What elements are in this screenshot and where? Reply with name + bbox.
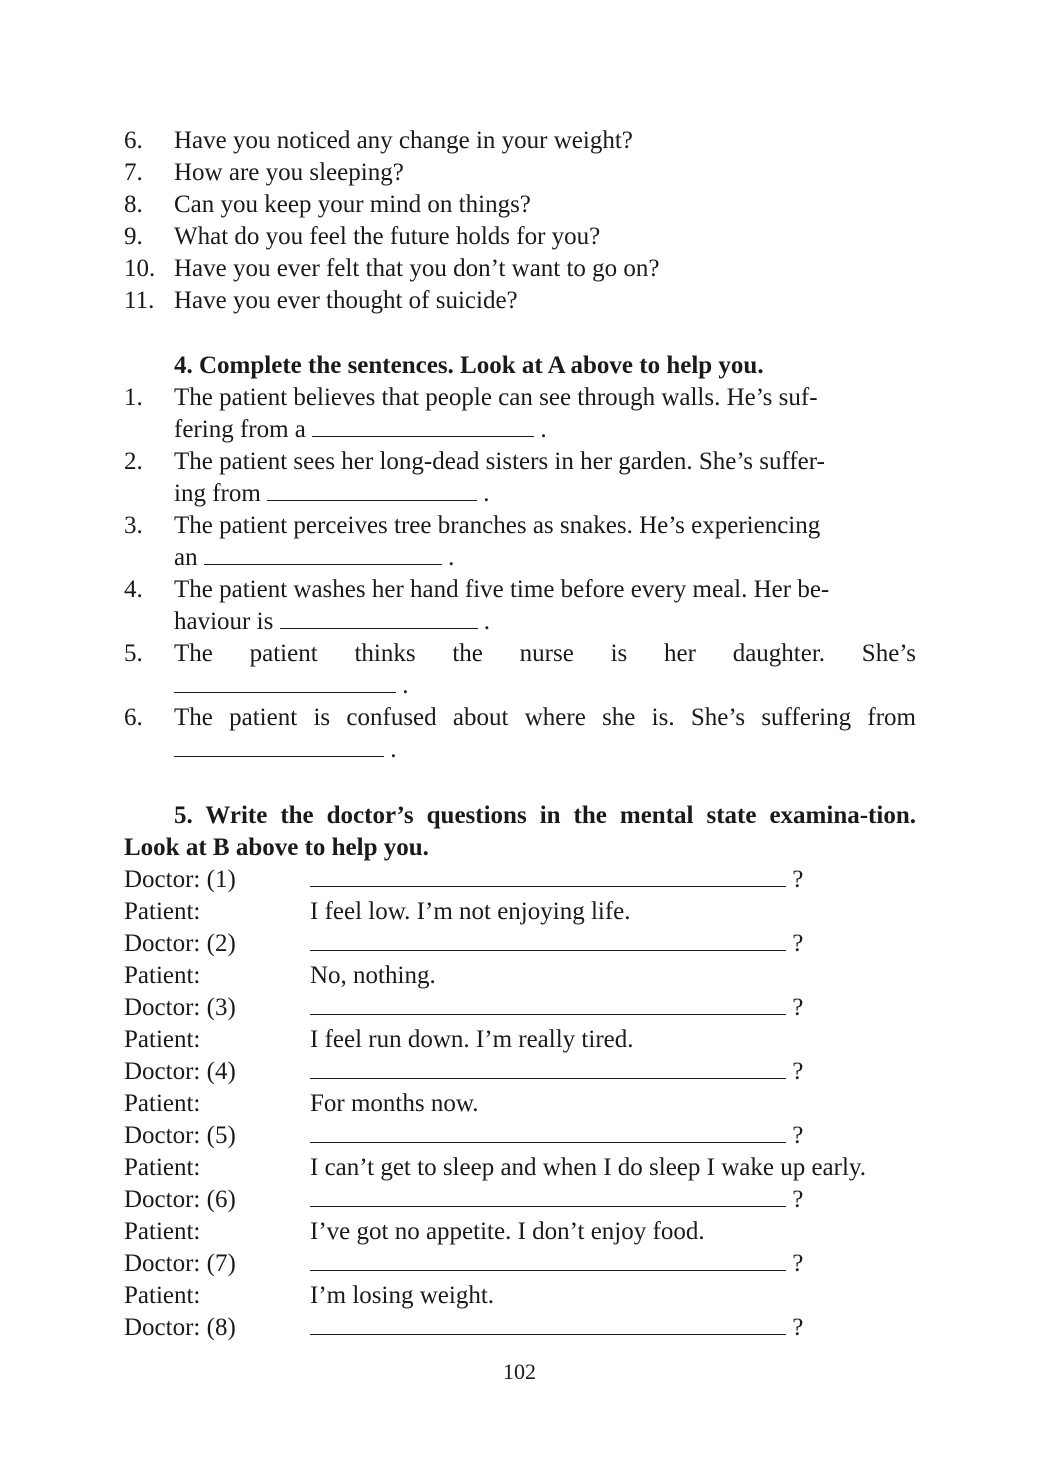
dialogue-row <box>124 1184 916 1216</box>
question-mark: ? <box>792 994 804 1021</box>
list-item <box>124 125 916 157</box>
exercise-item <box>124 638 916 702</box>
patient-answer: For months now. <box>310 1090 479 1117</box>
question-blank[interactable] <box>310 1248 786 1271</box>
speaker-label: Doctor: (4) <box>124 1058 236 1085</box>
list-item <box>124 189 916 221</box>
patient-answer: I feel run down. I’m really tired. <box>310 1026 634 1053</box>
sentence-end: . <box>540 416 547 443</box>
sentence-end: . <box>483 608 491 635</box>
dialogue <box>124 864 916 1344</box>
item-text: The patient believes that people can see through walls. He’s suf- <box>174 384 818 411</box>
sentence-end: . <box>402 672 409 699</box>
item-number: 5. <box>124 640 143 667</box>
item-text: Have you ever felt that you don’t want to go on? <box>174 255 660 282</box>
exercise-item <box>124 382 916 446</box>
item-number: 1. <box>124 384 143 411</box>
item-text: The patient sees her long-dead sisters in her garden. She’s suffer- <box>174 448 825 475</box>
question-mark: ? <box>792 1122 804 1149</box>
exercise-item <box>124 510 916 574</box>
question-mark: ? <box>792 1314 804 1341</box>
dialogue-row <box>124 864 916 896</box>
dialogue-row <box>124 1056 916 1088</box>
answer-blank[interactable] <box>174 734 384 757</box>
item-text: ing from <box>174 480 261 507</box>
exercise-item <box>124 446 916 510</box>
question-blank[interactable] <box>310 928 786 951</box>
list-item <box>124 285 916 317</box>
exercise-5-heading: 5. Write the doctor’s questions in the mental state examina-tion. Look at B above to help you. <box>124 802 916 861</box>
item-text: The patient perceives tree branches as snakes. He’s experiencing <box>174 512 821 539</box>
list-item <box>124 157 916 189</box>
question-mark: ? <box>792 866 804 893</box>
item-number: 10. <box>124 255 156 282</box>
question-blank[interactable] <box>310 864 786 887</box>
exercise-item <box>124 702 916 766</box>
speaker-label: Doctor: (2) <box>124 930 236 957</box>
answer-blank[interactable] <box>280 606 478 629</box>
item-number: 7. <box>124 159 143 186</box>
answer-blank[interactable] <box>174 670 396 693</box>
item-text: Have you noticed any change in your weight? <box>174 127 633 154</box>
speaker-label: Patient: <box>124 898 201 925</box>
item-text: haviour is <box>174 608 274 635</box>
list-item <box>124 221 916 253</box>
question-mark: ? <box>792 1058 804 1085</box>
speaker-label: Patient: <box>124 962 201 989</box>
speaker-label: Patient: <box>124 1218 201 1245</box>
exercise-4-heading: 4. Complete the sentences. Look at A above to help you. <box>174 352 764 379</box>
exercise-4 <box>124 350 916 766</box>
speaker-label: Doctor: (7) <box>124 1250 236 1277</box>
sentence-end: . <box>390 736 397 763</box>
patient-answer: I feel low. I’m not enjoying life. <box>310 898 631 925</box>
speaker-label: Doctor: (6) <box>124 1186 236 1213</box>
dialogue-row <box>124 1216 916 1248</box>
answer-blank[interactable] <box>204 542 442 565</box>
question-blank[interactable] <box>310 1120 786 1143</box>
speaker-label: Patient: <box>124 1026 201 1053</box>
speaker-label: Doctor: (3) <box>124 994 236 1021</box>
dialogue-row <box>124 1152 916 1184</box>
speaker-label: Doctor: (1) <box>124 866 236 893</box>
item-text: an <box>174 544 198 571</box>
item-text: Have you ever thought of suicide? <box>174 287 518 314</box>
item-number: 6. <box>124 704 143 731</box>
exercise-5 <box>124 800 916 1344</box>
sentence-end: . <box>448 544 455 571</box>
question-mark: ? <box>792 930 804 957</box>
dialogue-row <box>124 928 916 960</box>
dialogue-row <box>124 896 916 928</box>
question-blank[interactable] <box>310 1056 786 1079</box>
patient-answer: I can’t get to sleep and when I do sleep I wake up early. <box>310 1154 867 1181</box>
page-content <box>124 125 916 1344</box>
dialogue-row <box>124 960 916 992</box>
speaker-label: Patient: <box>124 1282 201 1309</box>
sentence-end: . <box>483 480 490 507</box>
patient-answer: I’m losing weight. <box>310 1282 495 1309</box>
exercise-item <box>124 574 916 638</box>
answer-blank[interactable] <box>312 414 534 437</box>
item-text: fering from a <box>174 416 306 443</box>
patient-answer: No, nothing. <box>310 962 436 989</box>
question-mark: ? <box>792 1186 804 1213</box>
dialogue-row <box>124 1248 916 1280</box>
question-mark: ? <box>792 1250 804 1277</box>
item-text: The patient washes her hand five time before every meal. Her be- <box>174 576 830 603</box>
dialogue-row <box>124 1024 916 1056</box>
patient-answer: I’ve got no appetite. I don’t enjoy food. <box>310 1218 705 1245</box>
item-number: 4. <box>124 576 143 603</box>
dialogue-row <box>124 992 916 1024</box>
speaker-label: Doctor: (5) <box>124 1122 236 1149</box>
item-text: Can you keep your mind on things? <box>174 191 531 218</box>
item-number: 11. <box>124 287 155 314</box>
answer-blank[interactable] <box>267 478 477 501</box>
item-number: 6. <box>124 127 143 154</box>
item-text: The patient is confused about where she is. She’s suffering from <box>174 704 916 731</box>
question-blank[interactable] <box>310 1184 786 1207</box>
item-text: What do you feel the future holds for you? <box>174 223 601 250</box>
question-blank[interactable] <box>310 992 786 1015</box>
dialogue-row <box>124 1312 916 1344</box>
item-text: The patient thinks the nurse is her daughter. She’s <box>174 640 916 667</box>
question-blank[interactable] <box>310 1312 786 1335</box>
page-number: 102 <box>503 1359 536 1384</box>
item-number: 9. <box>124 223 143 250</box>
question-list <box>124 125 916 317</box>
dialogue-row <box>124 1088 916 1120</box>
item-text: How are you sleeping? <box>174 159 404 186</box>
item-number: 3. <box>124 512 143 539</box>
dialogue-row <box>124 1120 916 1152</box>
item-number: 2. <box>124 448 143 475</box>
speaker-label: Doctor: (8) <box>124 1314 236 1341</box>
speaker-label: Patient: <box>124 1090 201 1117</box>
speaker-label: Patient: <box>124 1154 201 1181</box>
dialogue-row <box>124 1280 916 1312</box>
list-item <box>124 253 916 285</box>
item-number: 8. <box>124 191 143 218</box>
